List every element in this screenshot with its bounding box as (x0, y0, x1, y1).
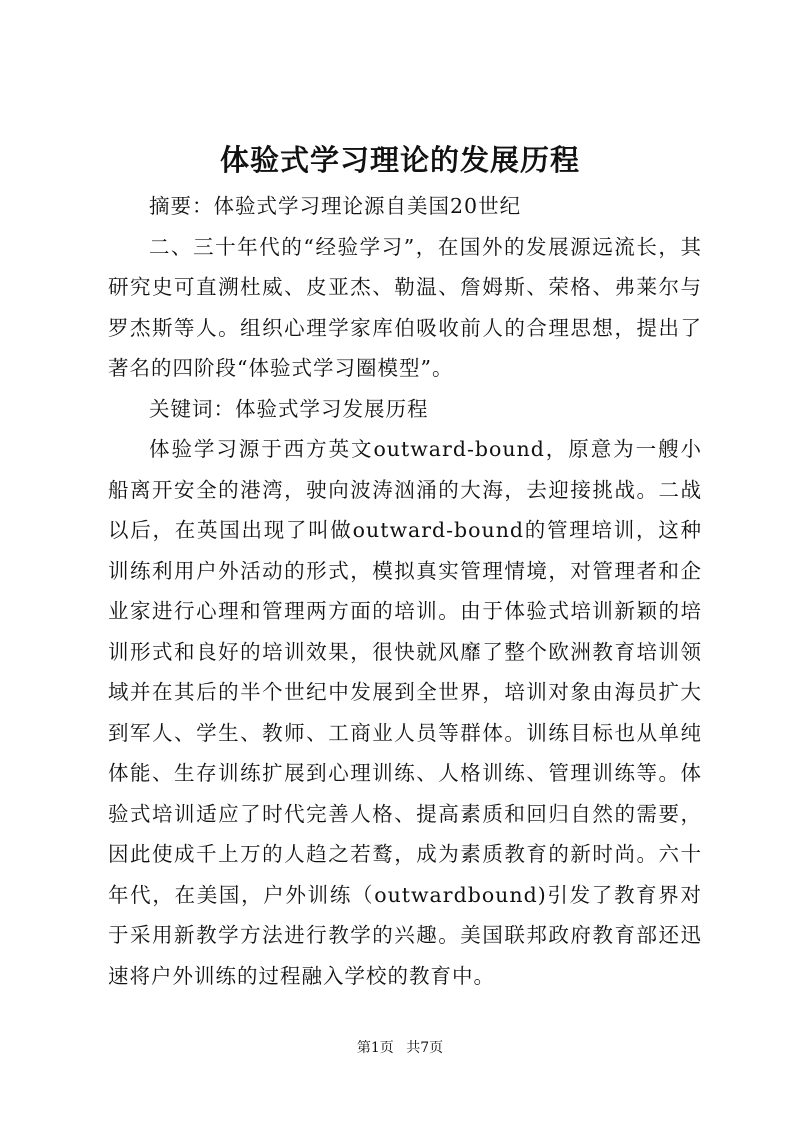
keywords-paragraph: 关键词：体验式学习发展历程 (149, 396, 429, 421)
main-paragraph: 体验学习源于西方英文outward-bound，原意为一艘小船离开安全的港湾，驶向波涛汹涌的大海，去迎接挑战。二战以后，在英国出现了叫做outward-bound的管理培训，这种训练利用户外活动的形式，模拟真实管理情境，对管理者和企业家进行心理和管理两方面的培训。由于体验式培训新颖的培训形式和良好的培训效果，很快就风靡了整个欧洲教育培训领域并在其后的半个世纪中发展到全世界，培训对象由海员扩大到军人、学生、教师、工商业人员等群体。训练目标也从单纯体能、生存训练扩展到心理训练、人格训练、管理训练等。体验式培训适应了时代完善人格、提高素质和回归自然的需要，因此使成千上万的人趋之若鹜，成为素质教育的新时尚。六十年代，在美国，户外训练（outwardbound)引发了教育界对于采用新教学方法进行教学的兴趣。美国联邦政府教育部还迅速将户外训练的过程融入学校的教育中。 (108, 437, 702, 988)
page-footer (0, 1038, 800, 1058)
total-pages: 共7页 (406, 1040, 444, 1056)
page-number: 第1页 (356, 1040, 394, 1056)
document-body (108, 186, 702, 996)
document-title: 体验式学习理论的发展历程 (219, 143, 580, 177)
history-paragraph: 二、三十年代的“经验学习”，在国外的发展源远流长，其研究史可直溯杜威、皮亚杰、勒温、詹姆斯、荣格、弗莱尔与罗杰斯等人。组织心理学家库伯吸收前人的合理思想，提出了著名的四阶段“体验式学习圈模型”。 (108, 234, 702, 380)
abstract-paragraph: 摘要：体验式学习理论源自美国20世纪 (149, 194, 522, 218)
